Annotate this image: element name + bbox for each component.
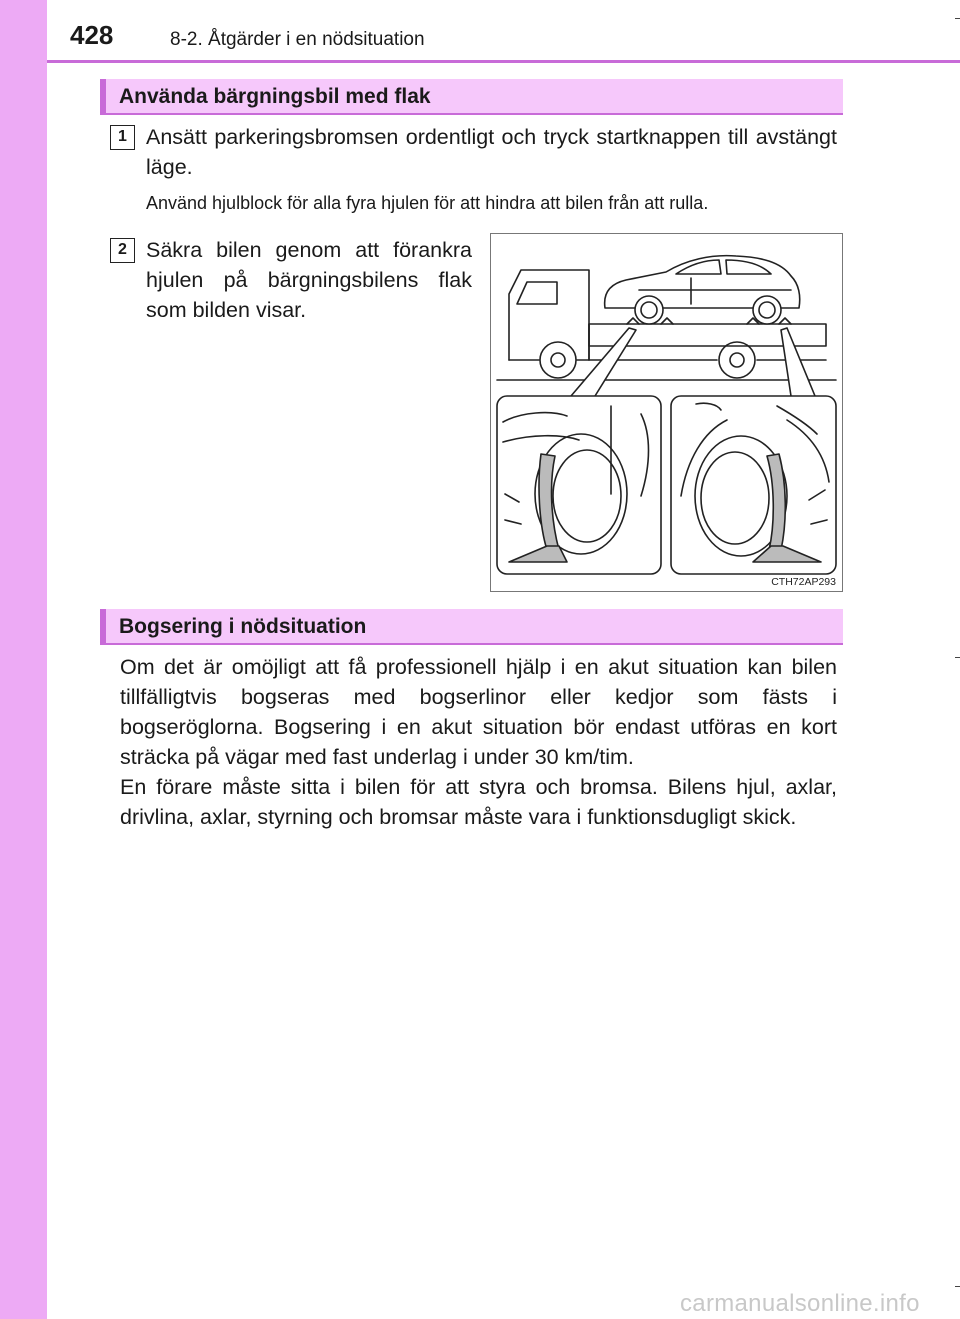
flatbed-illustration bbox=[490, 233, 843, 592]
site-watermark: carmanualsonline.info bbox=[680, 1290, 920, 1317]
figure-code: CTH72AP293 bbox=[771, 576, 836, 588]
section-title: Använda bärgningsbil med flak bbox=[119, 85, 431, 108]
section-title: Bogsering i nödsituation bbox=[119, 615, 367, 638]
chapter-title: 8-2. Åtgärder i en nödsituation bbox=[170, 29, 425, 50]
crop-mark bbox=[955, 657, 960, 658]
flatbed-truck-drawing bbox=[491, 234, 842, 591]
crop-mark bbox=[955, 1286, 960, 1287]
side-color-band bbox=[0, 0, 47, 1319]
section-heading-bar bbox=[100, 609, 843, 645]
towing-paragraph-2: En förare måste sitta i bilen för att styra och bromsa. Bilens hjul, axlar, drivlina, axlar, styrning och bromsar måste vara i funktionsdugligt skick. bbox=[120, 775, 837, 829]
header-divider bbox=[47, 60, 960, 63]
section-heading-bar bbox=[100, 79, 843, 115]
step-1-text: Ansätt parkeringsbromsen ordentligt och tryck startknappen till avstängt läge. bbox=[146, 125, 837, 179]
step-2-text: Säkra bilen genom att förankra hjulen på bärgningsbilens flak som bilden visar. bbox=[146, 238, 472, 322]
towing-paragraph-1: Om det är omöjligt att få professionell hjälp i en akut situation kan bilen tillfälligtvis bogseras med bogserlinor eller kedjor som fästs i bogseröglorna. Bogsering i en akut situation bör endast utföras en kort sträcka på vägar med fast underlag i under 30 km/tim. bbox=[120, 655, 837, 769]
step-1-note: Använd hjulblock för alla fyra hjulen för att hindra att bilen från att rulla. bbox=[146, 193, 709, 213]
step-number-badge: 2 bbox=[110, 238, 135, 263]
step-number-badge: 1 bbox=[110, 125, 135, 150]
page-number: 428 bbox=[70, 20, 114, 50]
crop-mark bbox=[955, 18, 960, 19]
